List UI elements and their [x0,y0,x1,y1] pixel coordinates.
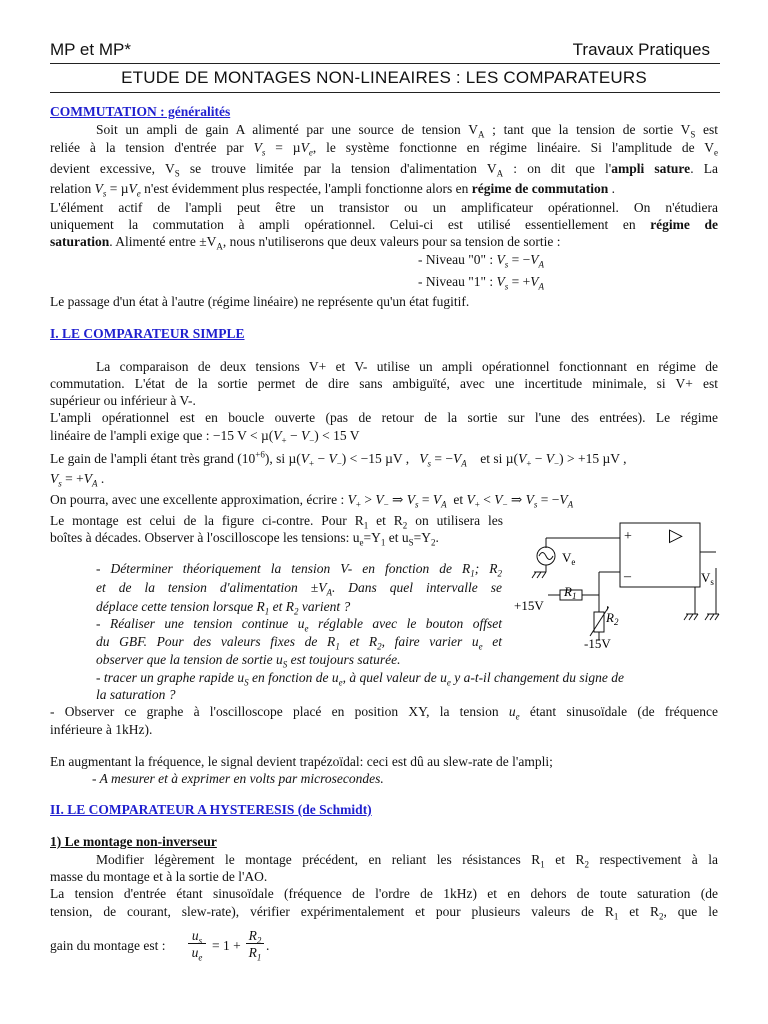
p1-line2: reliée à la tension d'entrée par $V_s = \mu V_e$, le système fonctionne en régime linéaire. Si l'amplitude de $V_e$ [50,140,718,158]
s4-line4: tension, de courant, slew-rate), vérifier expérimentalement et pour plusieurs valeurs de $R_1$ et $R_2$, que le [50,904,718,922]
opamp-triangle-icon: ▷ [669,525,683,545]
s1-line8: On pourra, avec une excellente approximation, écrire : $V_+ > V_-$ ⇒ $V_s = V_A$ et $V_+ < V_-$ ⇒ $V_s = -V_A$ [50,492,574,510]
it-line6: observer que la tension de sortie $u_S$ est toujours saturée. [96,652,401,670]
minus-input-label: – [624,569,631,584]
r2-label: $R_2$ [606,610,619,627]
subsection-1: 1) Le montage non-inverseur [50,834,217,849]
header-type: Travaux Pratiques [572,40,710,59]
it-line4: - Réaliser une tension continue $u_e$ réglable avec le bouton offset [96,616,502,634]
minus15-label: -15V [584,636,611,651]
s3-line1: - Observer ce graphe à l'oscilloscope placé en position XY, la tension $u_e$ étant sinusoïdale (de fréquence [50,704,718,722]
s3-line3: En augmentant la fréquence, le signal devient trapézoïdal: ceci est dû au slew-rate de l'ampli; [50,754,553,769]
header-rule [50,63,720,64]
s4-line2: masse du montage et à la sortie de l'AO. [50,869,268,884]
it-line5: du GBF. Pour des valeurs fixes de $R_1$ et $R_2$, faire varier $u_e$ et [96,634,502,652]
p2-line2: uniquement la commutation à ampli opérationnel. Celui-ci est utilisé essentiellement en régime de [50,217,718,232]
plus15-label: +15V [514,598,544,613]
page-title: ETUDE DE MONTAGES NON-LINEAIRES : LES COMPARATEURS [121,68,647,87]
s1-line6: Le gain de l'ampli étant très grand $(10^{+6})$, si $\mu(V_+ - V_-) < -15$ µV , $V_s = -V_A$ et si $\mu(V_+ - V_-) > +15$ µV , [50,449,627,469]
s2-line2: boîtes à décades. Observer à l'oscilloscope les tensions: $u_e=Y_1$ et $u_S=Y_2$. [50,530,439,548]
niveau-0: - Niveau "0" : $V_s = -V_A$ [418,252,545,270]
p1-line1: Soit un ampli de gain A alimenté par une source de tension $V_A$ ; tant que la tension de sortie $V_S$ est [96,122,719,140]
opamp-box [620,523,700,587]
s4-line3: La tension d'entrée étant sinusoïdale (fréquence de l'ordre de 1kHz) et en dehors de toute saturation (de [50,886,718,901]
it-line8: la saturation ? [96,687,176,702]
r1-label: $R_1$ [564,584,577,601]
section-2: II. LE COMPARATEUR A HYSTERESIS (de Schmidt) [50,802,372,817]
title-rule [50,92,720,93]
s1-line1: La comparaison de deux tensions V+ et V- utilise un ampli opérationnel fonctionnant en régime de [96,359,718,374]
s3-line4: - A mesurer et à exprimer en volts par microsecondes. [92,771,384,786]
p2-line3: saturation. Alimenté entre $\pm V_A$, nous n'utiliserons que deux valeurs pour sa tension de sortie : [50,234,561,252]
section-commutation: COMMUTATION : généralités [50,104,231,119]
section-1: I. LE COMPARATEUR SIMPLE [50,326,245,341]
comparator-circuit [508,510,723,660]
s4-line1: Modifier légèrement le montage précédent, en reliant les résistances $R_1$ et $R_2$ respectivement à la [96,852,718,870]
s1-line2: commutation. L'état de la sortie permet de dire sans ambiguïté, avec une incertitude minimale, si V+ est [50,376,718,391]
s1-line7: $V_s = +V_A$ . [50,471,105,489]
p1-line4: relation $V_s = \mu V_e$ n'est évidemment plus respectée, l'ampli fonctionne alors en régime de commutation . [50,181,616,199]
p3: Le passage d'un état à l'autre (régime linéaire) ne représente qu'un état fugitif. [50,294,470,309]
vs-label: $V_s$ [701,570,714,587]
p2-line1: L'élément actif de l'ampli peut être un transistor ou un amplificateur opérationnel. On n'étudiera [50,200,718,215]
s3-line2: inférieure à 1kHz). [50,722,153,737]
plus-input-label: + [624,529,632,544]
it-line2: et de la tension d'alimentation $\pm V_A$. Dans quel intervalle se [96,580,502,598]
it-line3: déplace cette tension lorsque $R_1$ et $R_2$ varient ? [96,599,351,617]
p1-line3: devient excessive, $V_S$ se trouve limitée par la tension d'alimentation $V_A$ : on dit que l'ampli sature. La [50,161,718,179]
it-line1: - Déterminer théoriquement la tension V- en fonction de $R_1$; $R_2$ [96,561,502,579]
ve-label: $V_e$ [562,550,576,567]
s1-line4: L'ampli opérationnel est en boucle ouverte (pas de retour de la sortie sur l'une des entrées). Le régime [50,410,718,425]
s1-line3: supérieur ou inférieur à V-. [50,393,196,408]
s2-line1: Le montage est celui de la figure ci-contre. Pour $R_1$ et $R_2$ on utilisera les [50,513,504,531]
gain-formula: gain du montage est : $u_s$ $u_e$ = 1 + $R_2$ $R_1$ . [50,928,270,963]
it-line7: - tracer un graphe rapide $u_S$ en fonction de $u_e$, à quel valeur de $u_e$ y a-t-il changement du signe de [96,670,625,688]
header-course: MP et MP* [50,40,131,59]
s1-line5: linéaire de l'ampli exige que : −15 $V < \mu(V_+ - V_-) < 15$ V [50,428,360,446]
niveau-1: - Niveau "1" : $V_s = +V_A$ [418,274,545,292]
